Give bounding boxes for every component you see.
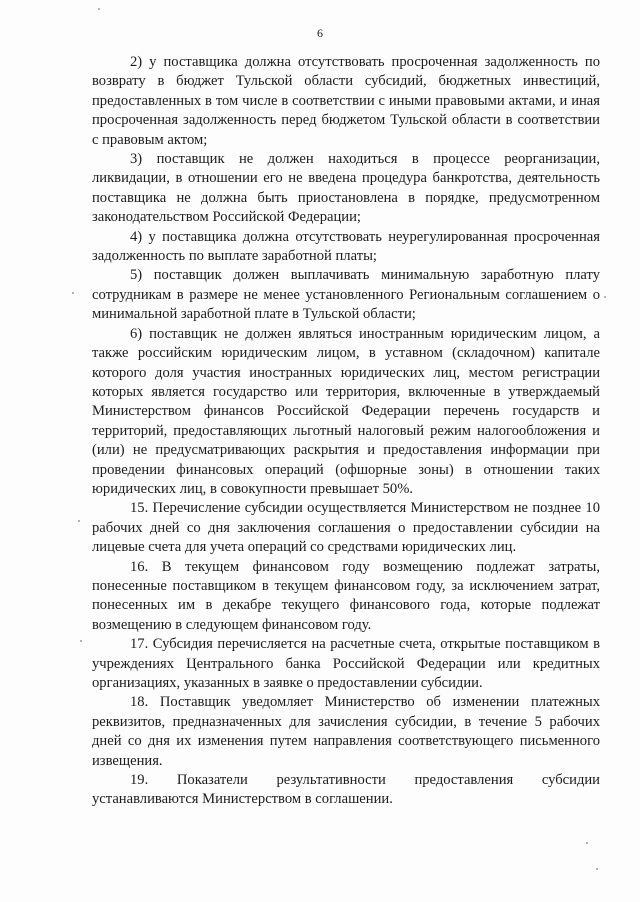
paragraph-item-6: 6) поставщик не должен являться иностранным юридическим лицом, а также российским юридическим лицом, в уставном (складочном) капитале которого доля участия иностранных юридических лиц, местом регистрации которых является государство или территория, включенные в утверждаемый Министерством финансов Российской Федерации перечень государств и территорий, предоставляющих льготный налоговый режим налогообложения и (или) не предусматривающих раскрытия и предоставления информации при проведении финансовых операций (офшорные зоны) в отношении таких юридических лиц, в совокупности превышает 50%. [92,325,600,497]
scan-speck [72,292,74,294]
scan-speck [604,296,606,298]
scan-speck [98,8,100,10]
paragraph-item-4: 4) у поставщика должна отсутствовать неурегулированная просроченная задолженность по выплате заработной платы; [92,228,600,265]
scan-speck [586,842,588,844]
paragraph-item-5: 5) поставщик должен выплачивать минимальную заработную плату сотрудникам в размере не менее установленного Региональным соглашением о минимальной заработной плате в Тульской области; [92,267,600,323]
scan-speck [78,520,80,522]
paragraph-18: 18. Поставщик уведомляет Министерство об изменении платежных реквизитов, предназначенных для зачисления субсидии, в течение 5 рабочих дней со дня их изменения путем направления соответствующего письменного извещения. [92,694,600,769]
scan-speck [80,640,82,642]
paragraph-item-2: 2) у поставщика должна отсутствовать просроченная задолженность по возврату в бюджет Тульской области субсидий, бюджетных инвестиций, предоставленных в том числе в соответствии с иными правовыми актами, и иная просроченная задолженность перед бюджетом Тульской области в соответствии с правовым актом; [92,54,600,148]
paragraph-15: 15. Перечисление субсидии осуществляется Министерством не позднее 10 рабочих дней со дня заключения соглашения о предоставлении субсидии на лицевые счета для учета операций со средствами юридических лиц. [92,500,600,556]
paragraph-17: 17. Субсидия перечисляется на расчетные счета, открытые поставщиком в учреждениях Центрального банка Российской Федерации или кредитных организациях, указанных в заявке о предоставлении субсидии. [92,636,600,691]
paragraph-item-3: 3) поставщик не должен находиться в процессе реорганизации, ликвидации, в отношении его не введена процедура банкротства, деятельность поставщика не должна быть приостановлена в порядке, предусмотренном законодательством Российской Федерации; [92,151,600,226]
page-number: 6 [317,26,323,40]
document-body [92,53,600,810]
paragraph-16: 16. В текущем финансовом году возмещению подлежат затраты, понесенные поставщиком в текущем финансовом году, за исключением затрат, понесенных им в декабре текущего финансового года, которые подлежат возмещению в следующем финансовом году. [92,558,600,633]
scan-speck [596,868,598,870]
paragraph-19: 19. Показатели результативности предоставления субсидии устанавливаются Министерством в соглашении. [92,772,600,808]
